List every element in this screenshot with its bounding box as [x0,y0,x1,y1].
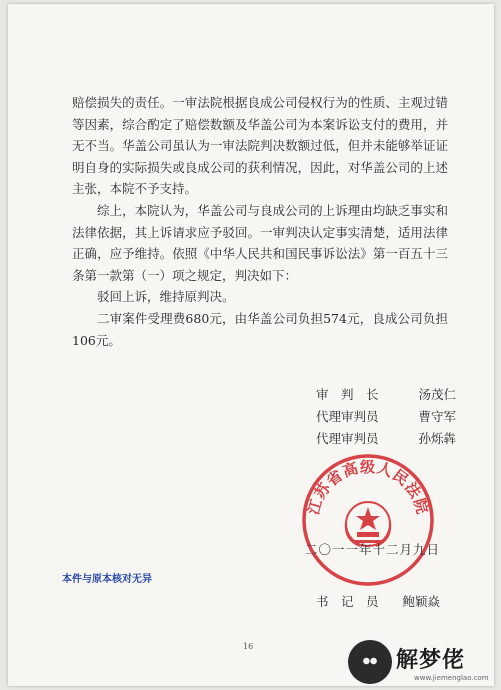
site-watermark [348,636,498,688]
paragraph-conclusion: 综上，本院认为，华盖公司与良成公司的上诉理由均缺乏事实和法律依据，其上诉请求应予驳回。一审判决认定事实清楚，适用法律正确，应予维持。依照《中华人民共和国民事诉讼法》第一百五十三条第一款第（一）项之规定，判决如下： [72,202,448,283]
judge-row-acting-1 [316,406,456,428]
paragraph-fees: 二审案件受理费680元，由华盖公司负担574元，良成公司负担106元。 [72,310,448,348]
judgment-body [72,92,448,351]
watermark-text: 解梦佬 [396,647,466,673]
judge-name: 曹守军 [418,409,456,424]
paragraph-ruling: 驳回上诉，维持原判决。 [97,289,235,305]
watermark-url: www.jiemenglao.com [414,673,489,682]
watermark-text-group [396,643,489,682]
judge-role: 代理审判员 [316,431,379,446]
clerk-name: 鲍颖焱 [402,594,440,609]
judge-row-presiding [316,384,456,406]
clerk-signature [316,592,440,610]
judge-name: 汤茂仁 [418,387,456,402]
watermark-logo-icon [348,640,392,684]
verification-stamp: 本件与原本核对无异 [62,574,152,585]
judge-role: 审 判 长 [316,387,379,402]
seal-text: 江苏省高级人民法院 [304,458,432,517]
judge-name: 孙烁犇 [418,431,456,446]
clerk-role: 书 记 员 [316,594,379,609]
judge-row-acting-2 [316,428,456,450]
judgment-date: 二〇一一年十二月九日 [305,542,441,557]
paragraph-compensation: 赔偿损失的责任。一审法院根据良成公司侵权行为的性质、主观过错等因素，综合酌定了赔偿数额及华盖公司为本案诉讼支付的费用，并无不当。华盖公司虽认为一审法院判决数额过低，但并未能够举证证明自身的实际损失或良成公司的获利情况，因此，对华盖公司的上述主张，本院不予支持。 [72,95,448,197]
page-number: 16 [243,642,254,651]
judge-list [316,384,456,450]
court-seal-icon [300,452,436,588]
judge-role: 代理审判员 [316,409,379,424]
